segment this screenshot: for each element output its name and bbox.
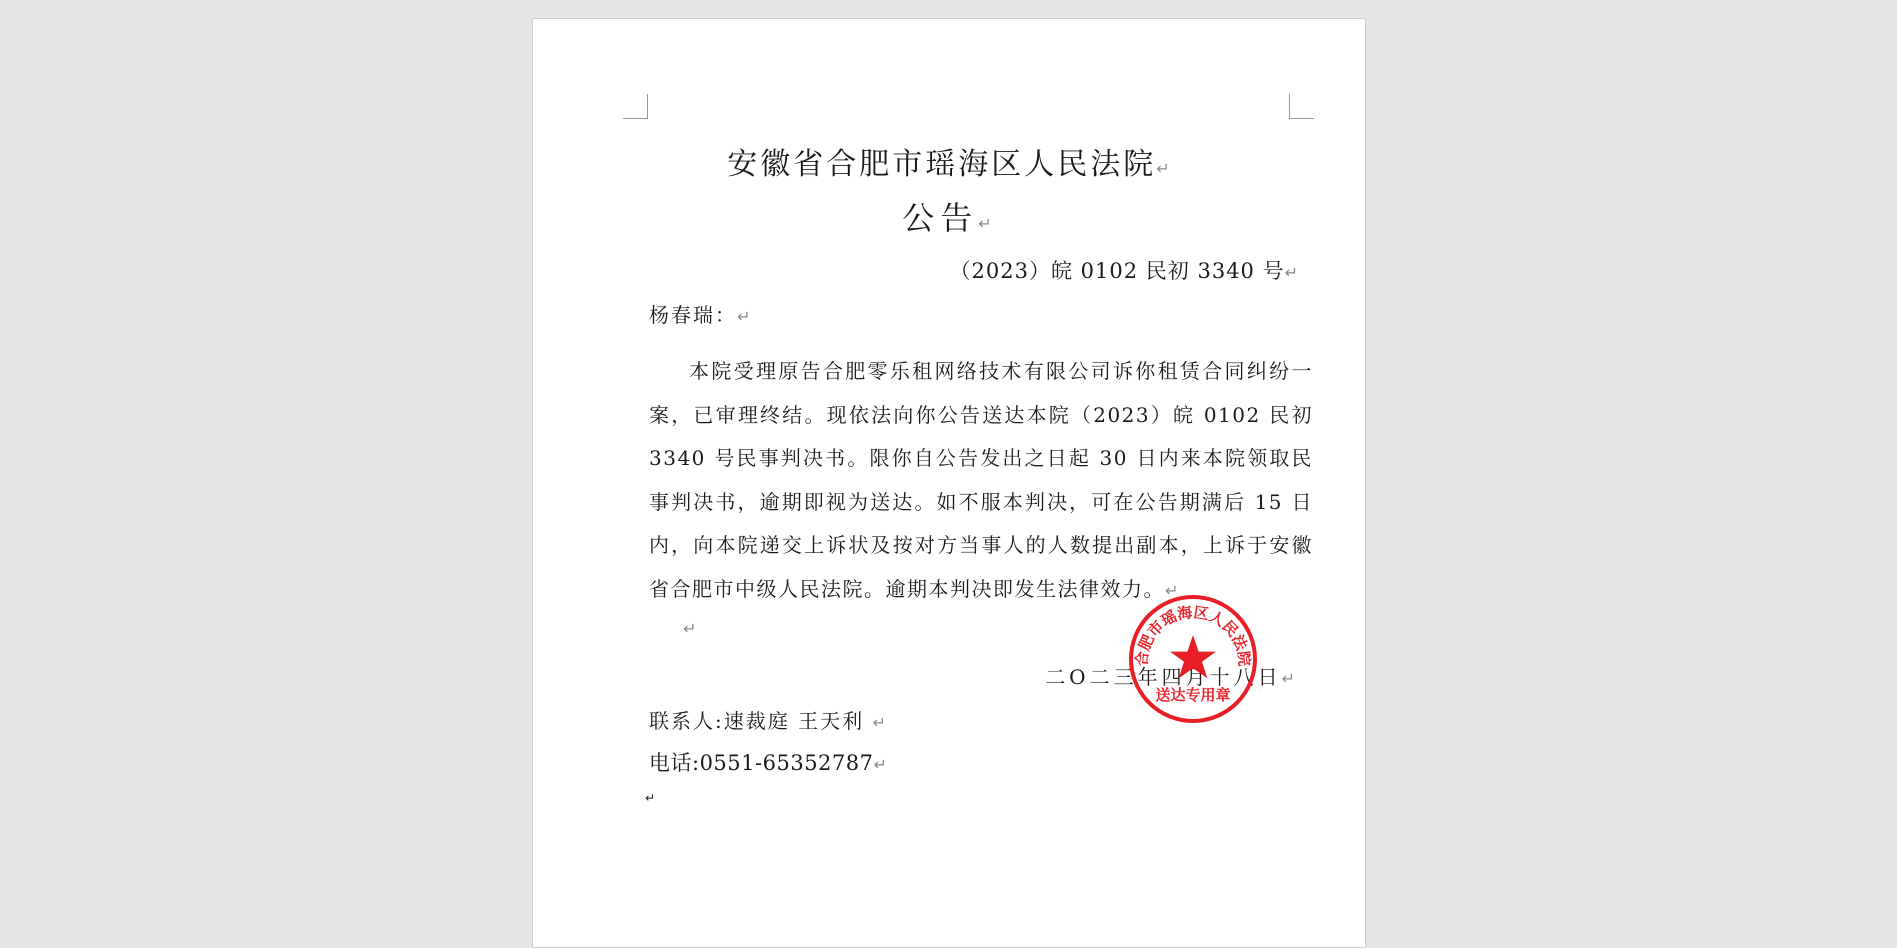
paragraph-mark-icon: ↵: [1281, 669, 1299, 688]
paragraph-mark-icon: ↵: [872, 713, 888, 732]
court-seal: [1127, 593, 1259, 725]
end-paragraph-mark-icon: ↵: [645, 791, 656, 805]
notice-date: 二O二三年四月十八日↵: [1045, 665, 1299, 689]
paragraph-mark-icon: ↵: [683, 619, 697, 638]
court-title: 安徽省合肥市瑶海区人民法院↵: [727, 147, 1173, 182]
margin-corner-top-left: [623, 94, 648, 119]
notice-body: 本院受理原告合肥零乐租网络技术有限公司诉你租赁合同纠纷一案，已审理终结。现依法向你公告送达本院（2023）皖 0102 民初 3340 号民事判决书。限你自公告发出之日起 30 日内来本院领取民事判决书，逾期即视为送达。如不服本判决，可在公告期满后 15 日内，向本院递交上诉状及按对方当事人的人数提出副本，上诉于安徽省合肥市中级人民法院。逾期本判决即发生法律效力。↵: [649, 359, 1313, 601]
paragraph-mark-icon: ↵: [1165, 580, 1180, 600]
paragraph-mark-icon: ↵: [737, 307, 753, 326]
document-page: [532, 18, 1366, 948]
contact-person: 联系人:速裁庭 王天利 ↵: [649, 709, 888, 733]
paragraph-mark-icon: ↵: [1284, 263, 1299, 282]
addressee: 杨春瑞：↵: [649, 303, 753, 327]
case-number: （2023）皖 0102 民初 3340 号↵: [949, 259, 1299, 283]
notice-title: 公告↵: [902, 199, 998, 237]
seal-top-text: 合肥市瑶海区人民法院: [1132, 603, 1254, 667]
empty-paragraph: [683, 619, 696, 638]
contact-phone: 电话:0551-65352787↵: [649, 751, 888, 775]
seal-bottom-text: 送达专用章: [1155, 686, 1231, 704]
paragraph-mark-icon: ↵: [978, 214, 998, 233]
star-icon: [1170, 635, 1216, 678]
margin-corner-top-right: [1289, 94, 1314, 119]
paragraph-mark-icon: ↵: [1156, 159, 1173, 178]
paragraph-mark-icon: ↵: [873, 755, 888, 774]
